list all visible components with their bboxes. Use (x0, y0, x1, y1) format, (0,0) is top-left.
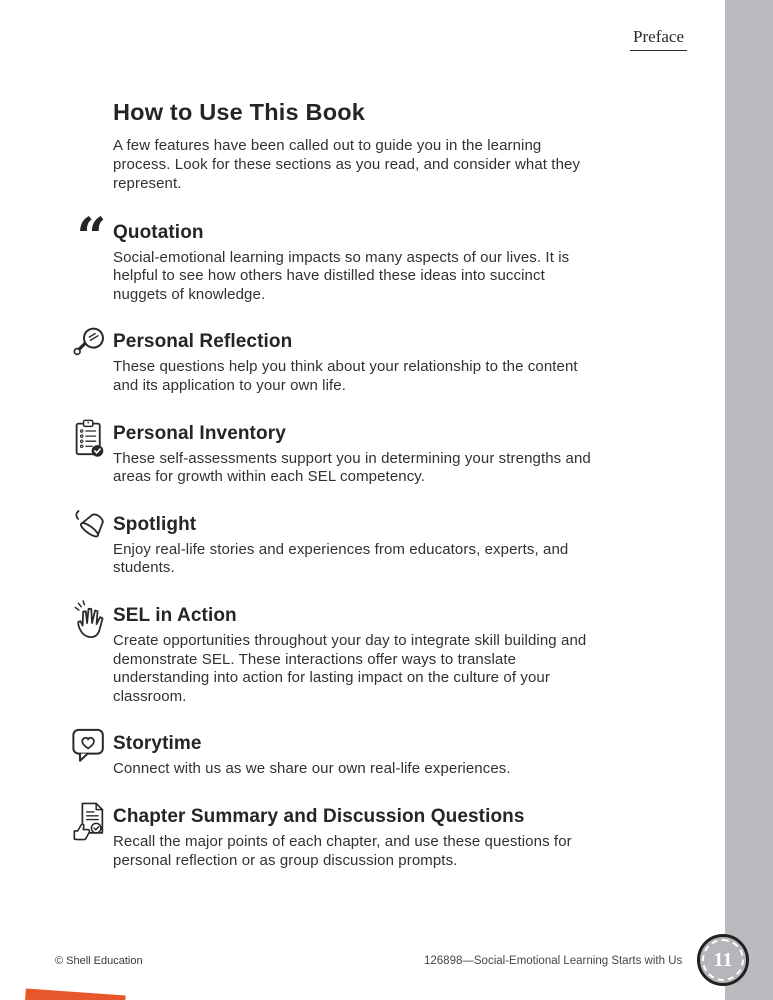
spotlight-icon (70, 508, 110, 552)
corner-accent (24, 989, 125, 1000)
section-body: Create opportunities throughout your day to integrate skill building and demonstrate SEL. These interactions offer ways to translate understanding into action for lasting impact on the culture of your classroom. (113, 632, 587, 705)
page-edge-bar (725, 0, 773, 1000)
clipboard-check-icon (70, 417, 110, 461)
page-number-badge (697, 934, 749, 986)
section-body: These questions help you think about your relationship to the content and its application to your own life. (113, 358, 578, 395)
intro-paragraph: A few features have been called out to guide you in the learning process. Look for these sections as you read, and consider what they represent. (113, 137, 581, 192)
quotation-icon: “ (76, 206, 104, 268)
section-title: Personal Reflection (113, 331, 293, 353)
speech-bubble-heart-icon (70, 727, 110, 771)
feature-section (113, 806, 605, 870)
book-id-label: 126898—Social-Emotional Learning Starts with Us (424, 955, 683, 967)
page-title: How to Use This Book (113, 99, 366, 125)
magnifier-icon (70, 325, 110, 369)
document-check-icon (70, 800, 110, 844)
feature-section (113, 514, 605, 578)
page-content (76, 99, 605, 870)
section-title: Chapter Summary and Discussion Questions (113, 805, 525, 827)
section-title: Quotation (113, 221, 204, 243)
section-title: Personal Inventory (113, 422, 286, 444)
feature-section (113, 423, 605, 487)
feature-section (113, 733, 605, 779)
feature-section (76, 206, 605, 305)
feature-section (113, 605, 605, 706)
section-title: Storytime (113, 733, 202, 755)
section-title: Spotlight (113, 513, 197, 535)
copyright-label: © Shell Education (55, 955, 143, 967)
section-body: Recall the major points of each chapter, and use these questions for personal reflection or as group discussion prompts. (113, 832, 572, 869)
feature-section (113, 331, 605, 395)
section-body: These self-assessments support you in determining your strengths and areas for growth within each SEL competency. (113, 449, 591, 486)
section-body: Enjoy real-life stories and experiences from educators, experts, and students. (113, 540, 569, 577)
section-body: Connect with us as we share our own real-life experiences. (113, 760, 511, 778)
feature-sections (76, 206, 605, 871)
page-number: 11 (713, 948, 733, 971)
section-body: Social-emotional learning impacts so many aspects of our lives. It is helpful to see how others have distilled these ideas into succinct nuggets of knowledge. (113, 248, 570, 303)
breadcrumb-preface: Preface (630, 27, 687, 51)
waving-hand-icon (70, 599, 110, 643)
section-title: SEL in Action (113, 605, 237, 627)
